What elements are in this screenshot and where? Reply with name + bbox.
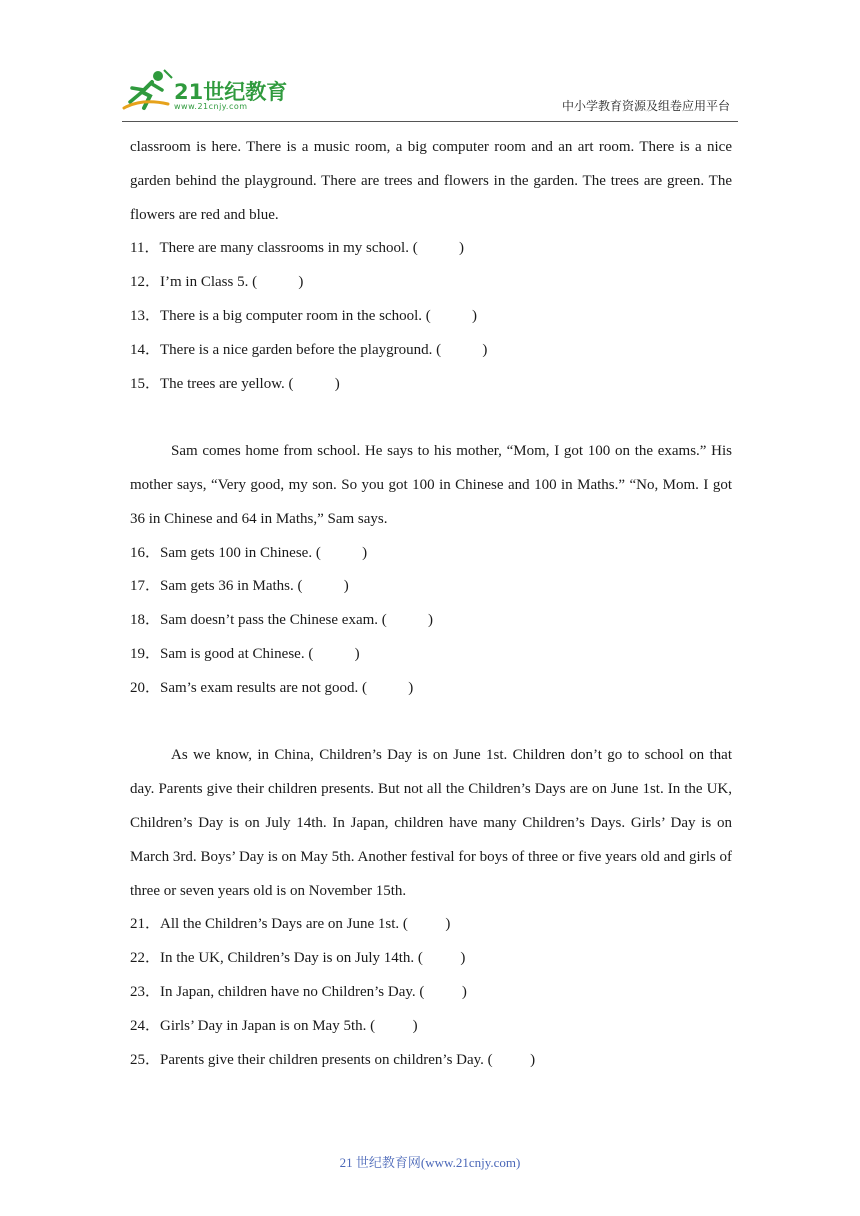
passage-3-text: As we know, in China, Children’s Day is on June 1st. Children don’t go to school on that day. Parents give their children presents. But not all the Children’s Days are on June 1st. In the UK, Children’s Day is on July 14th. In Japan, children have many Children’s Days. Girls’ Day is on March 3rd. Boys’ Day is on May 5th. Another festival for boys of three or five years old and girls of three or seven years old is on November 15th. xyxy=(130,747,732,899)
question-23: 23．In Japan, children have no Children’s Day. ( ) xyxy=(130,983,467,1000)
question-25: 25．Parents give their children presents on children’s Day. ( ) xyxy=(130,1051,536,1068)
runner-icon xyxy=(122,68,174,114)
worksheet-content xyxy=(130,131,732,1077)
page-footer[interactable]: 21 世纪教育网(www.21cnjy.com) xyxy=(339,1155,521,1170)
passage-1-text: classroom is here. There is a music room, a big computer room and an art room. There is a nice garden behind the playground. There are trees and flowers in the garden. The trees are green. The flowers are red and blue. xyxy=(130,139,732,223)
platform-name: 中小学教育资源及组卷应用平台 xyxy=(561,99,730,113)
section-gap xyxy=(130,401,732,435)
question-21: 21．All the Children’s Days are on June 1st. ( ) xyxy=(130,916,451,933)
logo-text: 21世纪教育 xyxy=(174,80,288,104)
question-20: 20．Sam’s exam results are not good. ( ) xyxy=(130,679,414,696)
question-13: 13．There is a big computer room in the school. ( ) xyxy=(130,307,478,324)
page-header xyxy=(0,0,860,125)
section-gap xyxy=(130,706,732,740)
question-17: 17．Sam gets 36 in Maths. ( ) xyxy=(130,578,349,595)
site-logo[interactable] xyxy=(122,68,292,116)
question-15: 15．The trees are yellow. ( ) xyxy=(130,375,340,392)
question-19: 19．Sam is good at Chinese. ( ) xyxy=(130,645,360,662)
question-24: 24．Girls’ Day in Japan is on May 5th. ( ) xyxy=(130,1017,418,1034)
question-18: 18．Sam doesn’t pass the Chinese exam. ( ) xyxy=(130,612,434,629)
logo-url: www.21cnjy.com xyxy=(174,102,248,111)
question-22: 22．In the UK, Children’s Day is on July 14th. ( ) xyxy=(130,950,466,967)
passage-2-text: Sam comes home from school. He says to his mother, “Mom, I got 100 on the exams.” His mother says, “Very good, my son. So you got 100 in Chinese and 100 in Maths.” “No, Mom. I got 36 in Chinese and 64 in Maths,” Sam says. xyxy=(130,443,732,527)
question-11: 11．There are many classrooms in my school. ( ) xyxy=(130,240,464,257)
question-16: 16．Sam gets 100 in Chinese. ( ) xyxy=(130,544,368,561)
question-12: 12．I’m in Class 5. ( ) xyxy=(130,274,304,291)
question-14: 14．There is a nice garden before the playground. ( ) xyxy=(130,341,488,358)
header-divider xyxy=(122,121,738,122)
